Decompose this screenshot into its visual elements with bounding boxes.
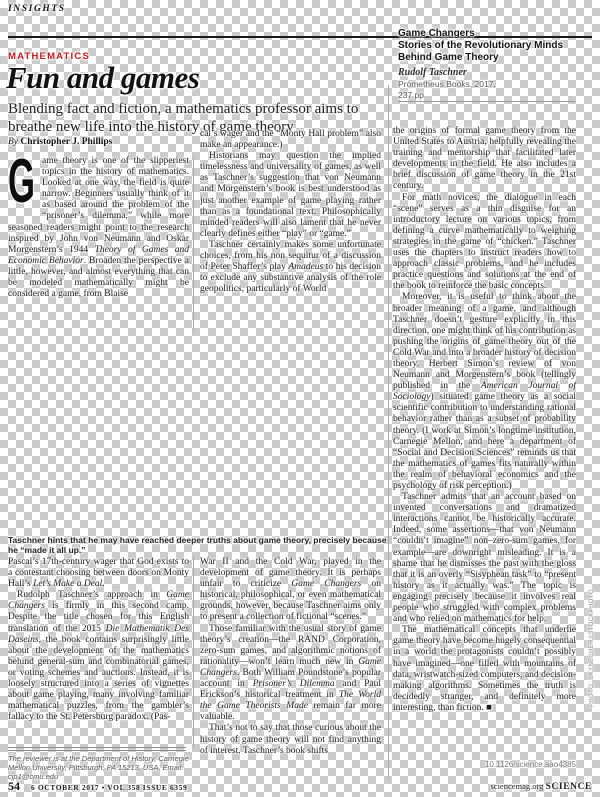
byline-author: Christopher J. Phillips — [20, 137, 113, 147]
site-url: sciencemag.org — [490, 781, 544, 791]
book-subtitle: Stories of the Revolutionary Minds Behind Game Theory — [398, 40, 564, 63]
photo-credit: PHOTO: SKYNESHER/ISTOCKPHOTO — [589, 589, 595, 707]
paragraph: War II and the Cold War, played in the development of game theory. It is perhaps unfair to criticize Game Changers on historical, philosophical, or even mathematical grounds, however, because Taschner aims only to present a collection of fictional “scenes.” — [200, 557, 381, 623]
paragraph: cal’s wager and the “Monty Hall problem” also make an appearance.) — [200, 129, 381, 151]
paragraph: The mathematical concepts that underlie game theory have become hugely consequential in a world the protagonists couldn’t possibly have imagined—one filled with mountains of data, wristwatch-sized computers, and decision-making algorithms. Sometimes the truth is decidedly stranger, and definitely more interesting, than fiction. ■ — [393, 625, 576, 713]
paragraph: the origins of formal game theory from the United States to Austria, helpfully revealing the training and mentorship that facilitated later developments in the field. He also includes a brief discussion of game theory in the 21st century. — [393, 126, 576, 192]
article-subtitle: Blending fact and fiction, a mathematics professor aims to breathe new life into the history of game theory — [8, 101, 359, 135]
column-divider — [193, 157, 194, 331]
photo-caption: Taschner hints that he may have reached deeper truths about game theory, precisely because he “made it all up.” — [8, 535, 387, 555]
byline — [8, 137, 112, 147]
drop-cap: G — [8, 156, 36, 216]
paragraph: Rudolph Taschner’s approach in Game Changers is firmly in this second camp. Despite the title chosen for this English translation of the 2015 Die Mathematik Des Daseins, the book contains surprisingly little about the development of the mathematics behind general-sum and combinatorial games, or voting schemes and auctions. Instead, it is loosely structured into a series of vignettes about game playing, many involving familiar mathematical puzzles, from the gambler’s fallacy to the St. Petersburg paradox. (Pas- — [8, 590, 189, 723]
footer-brand — [490, 781, 592, 792]
reviewer-note-rule — [8, 750, 186, 751]
book-title: Game Changers — [398, 28, 475, 39]
reviewer-affiliation: The reviewer is at the Department of History, Carnegie Mellon University, Pittsburgh, PA 15213, USA. Email: cjp1@cmu.edu — [8, 754, 189, 781]
reviewer-note-rule — [8, 747, 186, 748]
byline-prefix: By — [8, 137, 21, 147]
page-number: 54 — [8, 779, 20, 793]
topic-label: MATHEMATICS — [8, 51, 90, 62]
paragraph: Pascal’s 17th-century wager that God exists to a contestant choosing between doors on Monty Hall’s Let’s Make a Deal. — [8, 557, 189, 590]
issue-info: 6 OCTOBER 2017 • VOL 358 ISSUE 6359 — [31, 783, 188, 792]
paragraph: Moreover, it is useful to think about the broader meaning of a game, and although Taschner doesn’t gesture explicitly in this direction, one might think of his contribution as pushing the origins of game theory out of the Cold War and into a broader history of decision theory. Herbert Simon’s review of von Neumann and Morgenstern’s book (tellingly published in the American Journal of Sociology) situated game theory as a social scientific contribution to understanding rational behavior rather than as a subset of probability theory. (I work at Simon’s longtime institution, Carnegie Mellon, and here a department of “Social and Decision Sciences” reminds us that the mathematics of games fits naturally within the realm of behavioral economics and the psychology of risk perception.) — [393, 292, 576, 491]
article-column-3 — [393, 126, 576, 748]
paragraph: Taschner certainly makes some unfortunate choices, from his non sequitur of a discussion of Peter Shaffer’s play Amadeus to his decision to exclude any substantive analysis of the role geopolitics, particularly of World — [200, 239, 381, 295]
paragraph: That’s not to say that those curious about the history of game theory will not find anything of interest. Taschner’s book shifts — [200, 723, 381, 756]
doi: 10.1126/science.aao4385 — [484, 760, 576, 769]
brand-name: SCIENCE — [545, 782, 592, 792]
paragraph: Those familiar with the usual story of game theory’s creation—the RAND Corporation, zero-sum games, and algorithmic notions of rationality—won’t learn much new in Game Changers. Both William Poundstone’s popular account in Prisoner’s Dilemma and Paul Erickson’s historical treatment in The World the Game Theorists Made remain far more valuable. — [200, 623, 381, 723]
paragraph: For math novices, the dialogue in each “scene” serves as a thin disguise for an introductory lecture on various topics, from defining a curve mathematically to weighing strategies in the game of “chicken.” Taschner uses the chapters to instruct readers how to approach classic problems, and he includes practice questions and solutions at the end of the book to reinforce the basic concepts. — [393, 192, 576, 292]
book-info-rule — [398, 101, 575, 102]
article-column-2-bottom — [200, 557, 381, 766]
paragraph: Taschner admits that an account based on invented conversations and dramatized interactions cannot be historically accurate. Indeed, some assertions—that von Neumann “couldn’t imagine” non–zero-sum games, for example—are downright misleading. It is a shame that he dismisses the past with the gloss that it is an overly “Sisyphean task” to “present history as it actually was.” The topic is engaging precisely because it involves real people who struggled with complex problems and who relied on mathematics for help. — [393, 492, 576, 625]
paragraph: G ame theory is one of the slipperiest topics in the history of mathematics. Looked at one way, the field is quite narrow. Beginners usually think of it as based around the problem of the “prisoner’s dilemma,” while more seasoned readers might point to the research inspired by John von Neumann and Oskar Morgenstern’s 1944 Theory of Games and Economic Behavior. Broaden the perspective a little, however, and almost everything that can be modeled mathematically might be considered a game, from Blaise — [8, 156, 189, 300]
book-pages: 237 pp. — [398, 89, 427, 100]
article-title: Fun and games — [6, 60, 200, 95]
article-column-2-top — [200, 129, 381, 335]
book-publisher: Prometheus Books, 2017. — [398, 79, 496, 89]
section-kicker: INSIGHTS — [8, 4, 66, 14]
column-divider — [193, 556, 194, 748]
book-author: Rudolf Taschner — [398, 67, 467, 78]
article-column-1-bottom — [8, 557, 189, 747]
article-column-1-top — [8, 156, 189, 330]
column-divider — [388, 85, 389, 779]
book-info-box — [398, 28, 578, 100]
paragraph: Historians may question the implied timelessness and universality of games, as well as Taschner’s suggestion that von Neumann and Morgenstern’s book is best understood as just another example of game playing rather than as a foundational text. Philosophically minded readers will also lament that he never clearly defines either “play” or “game.” — [200, 151, 381, 239]
